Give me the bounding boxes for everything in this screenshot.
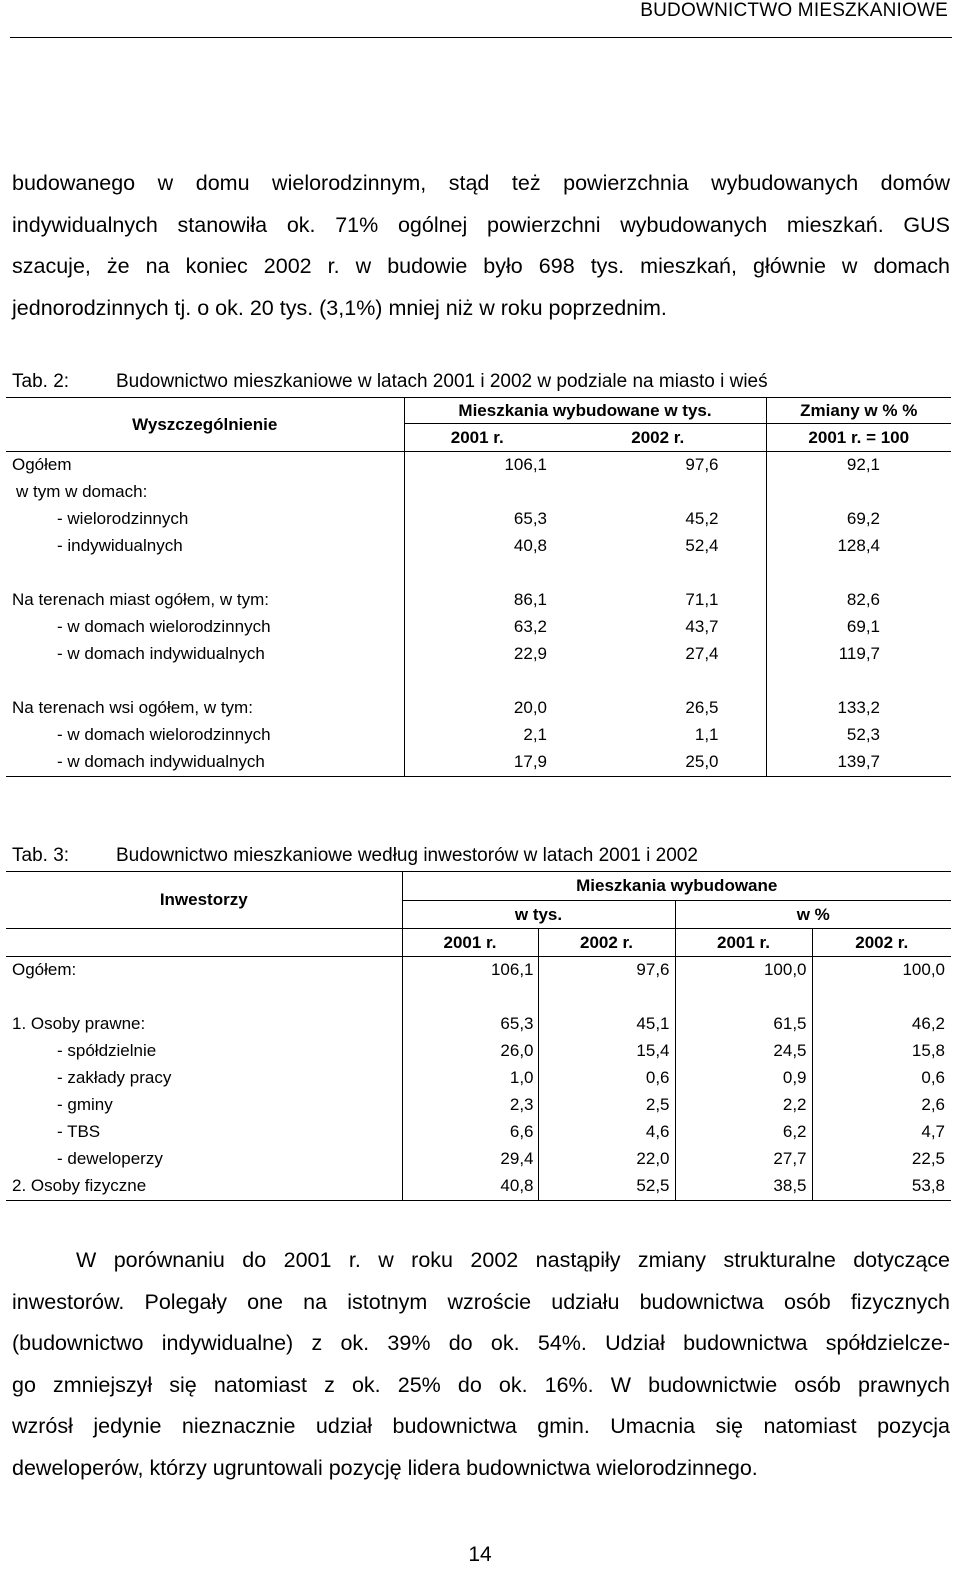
table3-head-year: 2002 r. (538, 929, 675, 957)
row-label: - spółdzielnie (57, 1041, 157, 1060)
row-label: w tym w domach: (16, 482, 148, 501)
cell: 27,4 (685, 644, 719, 663)
cell: 20,0 (404, 695, 550, 722)
paragraph-line: deweloperów, którzy ugruntowali pozycję lidera budownictwa wielorodzinnego. (12, 1455, 758, 1480)
cell: 40,8 (402, 1173, 538, 1201)
table-row (6, 1092, 951, 1119)
row-label: - indywidualnych (57, 536, 183, 555)
table3-head-pct: w % (675, 901, 951, 929)
cell: 25,0 (550, 749, 766, 777)
cell: 22,9 (404, 641, 550, 668)
table3-head-year: 2002 r. (812, 929, 951, 957)
row-label: Ogółem: (6, 957, 402, 984)
cell: 4,6 (538, 1119, 675, 1146)
cell: 0,6 (538, 1065, 675, 1092)
cell: 92,1 (766, 452, 951, 479)
row-label: - wielorodzinnych (57, 509, 189, 528)
table3-label: Tab. 3: (12, 845, 70, 866)
table-row (6, 1065, 951, 1092)
cell: 6,6 (402, 1119, 538, 1146)
paragraph-line: W porównaniu do 2001 r. w roku 2002 nastąpiły zmiany strukturalne dotyczące (76, 1248, 950, 1272)
spacer-row (6, 560, 951, 587)
table-row (6, 957, 951, 984)
cell: 45,1 (538, 1011, 675, 1038)
table-row (6, 722, 951, 749)
table-row (6, 695, 951, 722)
table-row (6, 1173, 951, 1201)
cell (404, 479, 550, 506)
cell: 22,5 (812, 1146, 951, 1173)
cell: 45,2 (685, 509, 719, 528)
cell: 40,8 (404, 533, 550, 560)
cell: 0,9 (675, 1065, 812, 1092)
table2-head-change: Zmiany w % % (766, 398, 951, 424)
table2-head-base: 2001 r. = 100 (766, 424, 951, 452)
table-row (6, 749, 951, 777)
cell: 1,0 (402, 1065, 538, 1092)
cell: 53,8 (812, 1173, 951, 1201)
row-label: 1. Osoby prawne: (12, 1014, 146, 1033)
row-label: Ogółem (6, 452, 404, 479)
table-row (6, 1146, 951, 1173)
cell: 26,0 (402, 1038, 538, 1065)
row-label: - deweloperzy (57, 1149, 163, 1168)
table-row (6, 1038, 951, 1065)
table2-head-year: 2002 r. (631, 427, 685, 447)
paragraph-line: (budownictwo indywidualne) z ok. 39% do ok. 54%. Udział budownictwa spółdzielcze- (12, 1331, 950, 1355)
table3-title: Budownictwo mieszkaniowe według inwestorów w latach 2001 i 2002 (116, 845, 698, 866)
cell: 69,1 (766, 614, 951, 641)
cell: 69,2 (766, 506, 951, 533)
table-row (6, 452, 951, 479)
table2-head-year: 2001 r. (404, 424, 550, 452)
cell: 1,1 (694, 725, 719, 744)
cell: 27,7 (675, 1146, 812, 1173)
table-row (6, 587, 951, 614)
row-label: - gminy (57, 1095, 113, 1114)
cell: 100,0 (675, 957, 812, 984)
row-label: - w domach indywidualnych (57, 644, 265, 663)
table3-head-year: 2001 r. (402, 929, 538, 957)
cell: 61,5 (675, 1011, 812, 1038)
cell: 6,2 (675, 1119, 812, 1146)
table-row (6, 1011, 951, 1038)
cell: 133,2 (766, 695, 951, 722)
cell: 43,7 (685, 617, 719, 636)
cell: 52,3 (766, 722, 951, 749)
header-rule (10, 37, 952, 38)
paragraph-summary (12, 1240, 950, 1489)
cell: 63,2 (404, 614, 550, 641)
row-label: Na terenach miast ogółem, w tym: (12, 590, 269, 609)
table2 (6, 397, 951, 777)
spacer-row (6, 668, 951, 695)
table3-caption (12, 845, 698, 867)
paragraph-intro (12, 163, 950, 329)
table2-label: Tab. 2: (12, 371, 70, 392)
row-label: - w domach wielorodzinnych (57, 725, 271, 744)
cell: 2,5 (538, 1092, 675, 1119)
cell: 139,7 (766, 749, 951, 777)
cell: 106,1 (404, 452, 550, 479)
paragraph-line: wzrósł jedynie nieznacznie udział budownictwa gmin. Umacnia się natomiast pozycja (12, 1414, 950, 1438)
cell: 86,1 (404, 587, 550, 614)
paragraph-line: budowanego w domu wielorodzinnym, stąd też powierzchnia wybudowanych domów (12, 171, 950, 195)
cell: 2,2 (675, 1092, 812, 1119)
table3-head-year: 2001 r. (675, 929, 812, 957)
cell: 128,4 (766, 533, 951, 560)
row-label: - w domach indywidualnych (6, 749, 404, 777)
paragraph-line: szacuje, że na koniec 2002 r. w budowie było 698 tys. mieszkań, głównie w domach (12, 254, 950, 278)
cell: 46,2 (812, 1011, 951, 1038)
table2-head-group: Mieszkania wybudowane w tys. (404, 398, 766, 424)
cell: 65,3 (402, 1011, 538, 1038)
cell: 65,3 (404, 506, 550, 533)
cell: 52,4 (685, 536, 719, 555)
cell: 97,6 (538, 957, 675, 984)
cell: 29,4 (402, 1146, 538, 1173)
table2-caption (12, 371, 768, 393)
running-header: BUDOWNICTWO MIESZKANIOWE (640, 0, 948, 21)
cell: 82,6 (766, 587, 951, 614)
paragraph-line: indywidualnych stanowiła ok. 71% ogólnej powierzchni wybudowanych mieszkań. GUS (12, 212, 950, 237)
table-row (6, 533, 951, 560)
table2-head-spec: Wyszczególnienie (6, 398, 404, 452)
table-row (6, 506, 951, 533)
cell: 26,5 (685, 698, 719, 717)
table-row (6, 1119, 951, 1146)
table-row (6, 614, 951, 641)
table3-head-investors: Inwestorzy (6, 872, 402, 929)
cell: 15,4 (538, 1038, 675, 1065)
row-label: 2. Osoby fizyczne (6, 1173, 402, 1201)
cell: 0,6 (812, 1065, 951, 1092)
cell: 2,6 (812, 1092, 951, 1119)
cell: 17,9 (404, 749, 550, 777)
cell: 22,0 (538, 1146, 675, 1173)
cell: 100,0 (812, 957, 951, 984)
cell: 38,5 (675, 1173, 812, 1201)
cell: 2,1 (404, 722, 550, 749)
table3-head-group: Mieszkania wybudowane (402, 872, 951, 901)
cell: 97,6 (550, 452, 766, 479)
spacer-row (6, 984, 951, 1011)
table-row (6, 479, 951, 506)
paragraph-line: inwestorów. Polegały one na istotnym wzroście udziału budownictwa osób fizycznych (12, 1289, 950, 1314)
table2-title: Budownictwo mieszkaniowe w latach 2001 i 2002 w podziale na miasto i wieś (116, 371, 768, 392)
table-row (6, 641, 951, 668)
row-label: - w domach wielorodzinnych (57, 617, 271, 636)
table3 (6, 871, 951, 1201)
row-label: - TBS (57, 1122, 101, 1141)
cell: 106,1 (402, 957, 538, 984)
table3-head-tys: w tys. (402, 901, 675, 929)
cell: 2,3 (402, 1092, 538, 1119)
cell: 4,7 (812, 1119, 951, 1146)
cell (550, 479, 766, 506)
page-number: 14 (468, 1543, 492, 1566)
cell: 52,5 (538, 1173, 675, 1201)
cell: 119,7 (766, 641, 951, 668)
paragraph-line: go zmniejszył się natomiast z ok. 25% do ok. 16%. W budownictwie osób prawnych (12, 1372, 950, 1397)
paragraph-line: jednorodzinnych tj. o ok. 20 tys. (3,1%) mniej niż w roku poprzednim. (12, 295, 667, 320)
cell: 24,5 (675, 1038, 812, 1065)
row-label: - zakłady pracy (57, 1068, 172, 1087)
cell (766, 479, 951, 506)
cell: 15,8 (812, 1038, 951, 1065)
row-label: Na terenach wsi ogółem, w tym: (12, 698, 253, 717)
cell: 71,1 (685, 590, 719, 609)
